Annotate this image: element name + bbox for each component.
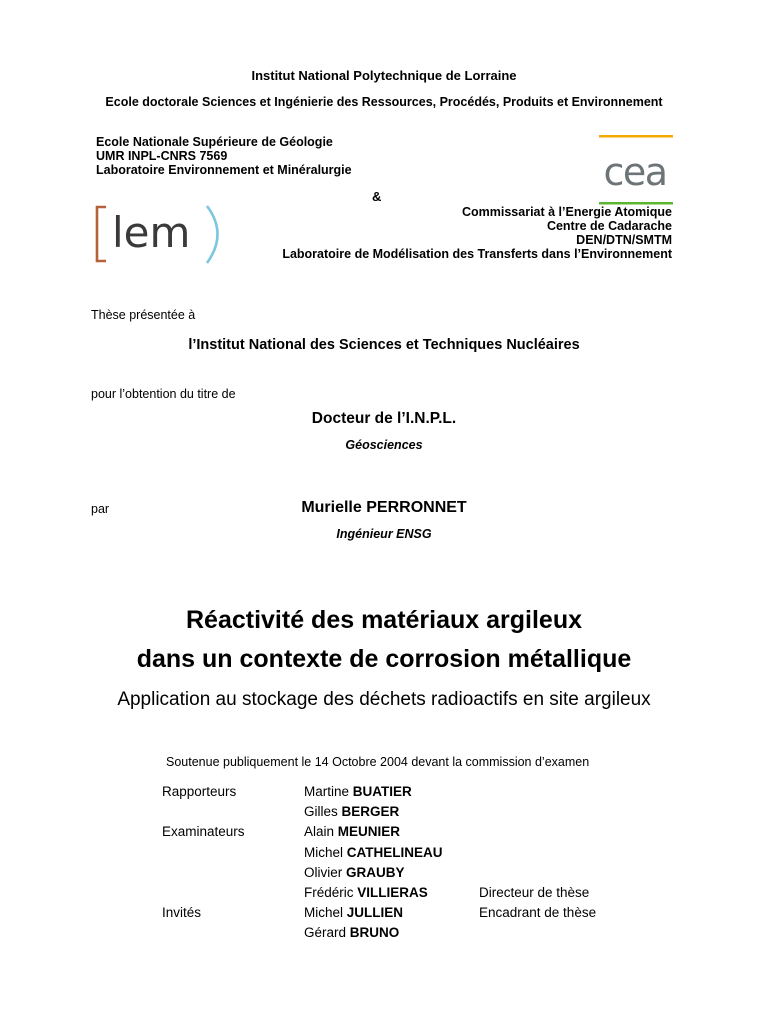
ampersand: & xyxy=(372,189,382,204)
jury-last-name: MEUNIER xyxy=(337,824,401,840)
author-first-name: Murielle xyxy=(301,499,362,516)
jury-last-name: GRAUBY xyxy=(346,864,405,880)
jury-role: Examinateurs xyxy=(162,824,245,840)
jury-last-name: BERGER xyxy=(341,804,400,820)
jury-member-name xyxy=(304,865,405,880)
institution-name: Institut National Polytechnique de Lorraine xyxy=(251,68,517,83)
right-affiliation-line1: Commissariat à l’Energie Atomique xyxy=(461,205,672,219)
left-affiliation-line1: Ecole Nationale Supérieure de Géologie xyxy=(96,135,333,149)
lem-logo xyxy=(92,203,232,267)
jury-member-name xyxy=(304,845,443,860)
jury-first-name: Michel xyxy=(304,844,344,860)
jury-last-name: VILLIERAS xyxy=(357,885,428,900)
right-affiliation-line2: Centre de Cadarache xyxy=(546,219,672,233)
presented-to-institution: l’Institut National des Sciences et Techniques Nucléaires xyxy=(188,337,580,353)
jury-first-name: Frédéric xyxy=(304,885,354,900)
left-affiliation-line2: UMR INPL-CNRS 7569 xyxy=(96,149,228,163)
right-affiliation-line4: Laboratoire de Modélisation des Transferts dans l’Environnement xyxy=(282,247,672,261)
cea-logo-text: cea xyxy=(603,150,667,194)
right-affiliation-line3: DEN/DTN/SMTM xyxy=(576,233,672,247)
discipline: Géosciences xyxy=(345,438,423,452)
jury-member-name xyxy=(304,925,399,940)
jury-member-name xyxy=(304,784,412,799)
thesis-subtitle: Application au stockage des déchets radioactifs en site argileux xyxy=(117,689,651,710)
jury-member-name xyxy=(304,824,400,839)
cea-logo xyxy=(597,135,675,207)
jury-last-name: BRUNO xyxy=(349,925,400,941)
jury-member-name xyxy=(304,885,428,900)
jury-note: Encadrant de thèse xyxy=(479,905,597,921)
lem-logo-text: lem xyxy=(112,208,191,257)
presented-to-label: Thèse présentée à xyxy=(91,308,196,322)
jury-first-name: Olivier xyxy=(304,864,343,880)
degree-title: Docteur de l’I.N.P.L. xyxy=(311,410,457,427)
jury-first-name: Gilles xyxy=(304,804,338,820)
thesis-title-line2: dans un contexte de corrosion métallique xyxy=(136,645,632,673)
cea-logo-orange-bar xyxy=(599,135,673,138)
jury-first-name: Martine xyxy=(304,784,350,799)
jury-role: Rapporteurs xyxy=(162,784,237,799)
jury-last-name: JULLIEN xyxy=(346,905,404,921)
jury-first-name: Michel xyxy=(304,905,344,921)
defense-statement: Soutenue publiquement le 14 Octobre 2004 devant la commission d’examen xyxy=(166,755,590,769)
lem-logo-bracket xyxy=(97,207,106,261)
jury-member-name xyxy=(304,905,403,920)
author-name xyxy=(0,499,768,517)
jury-first-name: Alain xyxy=(304,824,335,840)
jury-last-name: BUATIER xyxy=(352,784,412,799)
left-affiliation-line3: Laboratoire Environnement et Minéralurgie xyxy=(96,163,352,177)
obtention-label: pour l’obtention du titre de xyxy=(91,387,236,401)
jury-note: Directeur de thèse xyxy=(479,885,590,900)
author-last-name: PERRONNET xyxy=(366,499,467,516)
lem-logo-parenthesis xyxy=(207,206,218,263)
jury-member-name xyxy=(304,804,399,819)
by-label: par xyxy=(91,502,110,516)
jury-last-name: CATHELINEAU xyxy=(346,844,443,860)
thesis-title-line1: Réactivité des matériaux argileux xyxy=(185,606,583,634)
doctoral-school: Ecole doctorale Sciences et Ingénierie des Ressources, Procédés, Produits et Environnement xyxy=(105,95,663,109)
jury-role: Invités xyxy=(162,905,202,921)
author-title: Ingénieur ENSG xyxy=(336,527,432,541)
jury-first-name: Gérard xyxy=(304,925,347,941)
